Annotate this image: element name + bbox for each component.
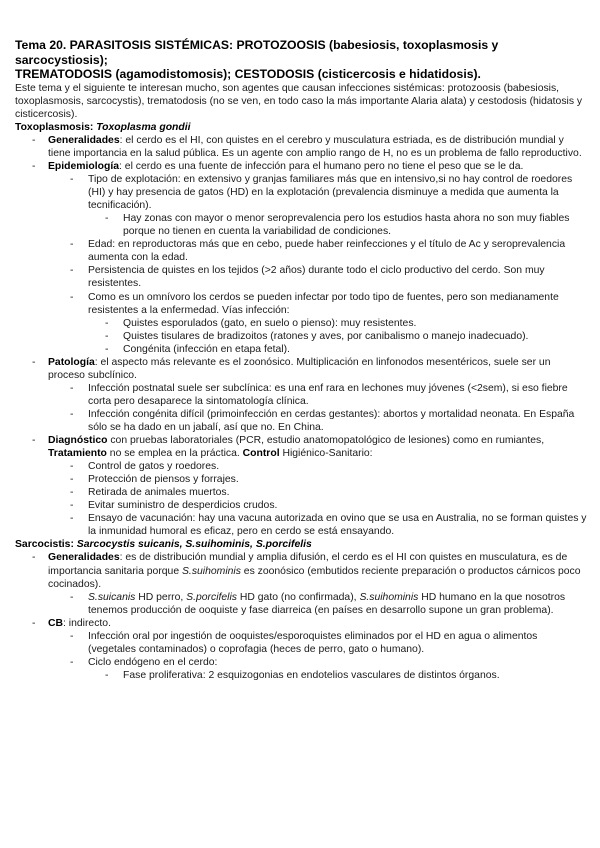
toxo-persistencia-item: - Persistencia de quistes en los tejidos (>2 años) durante todo el ciclo productivo del cerdo. Son muy resistentes. — [70, 265, 545, 290]
toxo-epidemiologia-item: - Epidemiología: el cerdo es una fuente de infección para el humano pero no tiene el peso que se le da. — [32, 161, 524, 173]
dash-bullet: - — [70, 174, 74, 186]
toxo-control-item: - Evitar suministro de desperdicios crudos. — [70, 500, 278, 512]
toxo-patologia-subitem: - Infección congénita difícil (primoinfección en cerdas gestantes): abortos y mortalidad neonata. En España sólo se ha dado en un jabalí, así que no. En China. — [70, 408, 575, 433]
dash-bullet: - — [105, 343, 109, 355]
dash-bullet: - — [70, 630, 74, 642]
dash-bullet: - — [70, 265, 74, 277]
dash-bullet: - — [105, 330, 109, 342]
dash-bullet: - — [70, 591, 74, 603]
sarco-ciclo-item: - Ciclo endógeno en el cerdo: — [70, 656, 218, 668]
sarco-cb-item: - CB: indirecto. — [32, 617, 111, 629]
dash-bullet: - — [32, 134, 36, 146]
dash-bullet: - — [70, 500, 74, 512]
toxo-control-item: - Retirada de animales muertos. — [70, 487, 230, 499]
toxo-via-item: - Quistes esporulados (gato, en suelo o pienso): muy resistentes. — [105, 317, 417, 329]
toxo-generalidades-item: - Generalidades: el cerdo es el HI, con quistes en el cerebro y musculatura estriada, es de distribución mundial y tiene importancia en la salud pública. Es un agente con amplio rango de H, no es un problema de fallo reproductivo. — [32, 134, 582, 160]
sarco-hospedadores-item: - S.suicanis HD perro, S.porcifelis HD gato (no confirmada), S.suihominis HD humano en la que nosotros tenemos producción de ooquiste y fase diarreica (en países en desarrollo supone un gran problema). — [70, 591, 566, 616]
dash-bullet: - — [105, 669, 109, 681]
toxo-patologia-item: - Patología: el aspecto más relevante es el zoonósico. Multiplicación en linfonodos mesentéricos, suele ser un proceso subclínico. — [32, 356, 551, 381]
toxo-control-item: - Control de gatos y roedores. — [70, 461, 220, 473]
toxo-zonas-item: - Hay zonas con mayor o menor seroprevalencia pero los estudios hasta ahora no son muy fiables porque no tienen en cuenta la variabilidad de condiciones. — [105, 213, 570, 238]
dash-bullet: - — [70, 461, 74, 473]
title-line-2: TREMATODOSIS (agamodistomosis); CESTODOSIS (cisticercosis e hidatidosis). — [15, 67, 481, 82]
sarcocistis-heading: Sarcocistis: Sarcocystis suicanis, S.suihominis, S.porcifelis — [15, 539, 312, 551]
dash-bullet: - — [70, 656, 74, 668]
document-page — [15, 38, 587, 682]
sarco-infeccion-item: - Infección oral por ingestión de ooquistes/esporoquistes eliminados por el HD en agua o alimentos (vegetales contaminados) o coprofagia (heces de perro, gato o humano). — [70, 630, 538, 655]
toxo-diagnostico-item: - Diagnóstico con pruebas laboratoriales (PCR, estudio anatomopatológico de lesiones) como en rumiantes, Tratamiento no se emplea en la práctica. Control Higiénico-Sanitario: — [32, 435, 545, 460]
title-line-1: Tema 20. PARASITOSIS SISTÉMICAS: PROTOZOOSIS (babesiosis, toxoplasmosis y sarcocystiosis); — [15, 38, 499, 67]
toxo-omnivoro-item: - Como es un omnívoro los cerdos se pueden infectar por todo tipo de fuentes, pero son medianamente resistentes a la enfermedad. Vías infección: — [70, 291, 559, 316]
toxo-edad-item: - Edad: en reproductoras más que en cebo, puede haber reinfecciones y el título de Ac y seroprevalencia aumenta con la edad. — [70, 239, 566, 264]
dash-bullet: - — [70, 513, 74, 525]
dash-bullet: - — [70, 239, 74, 251]
toxo-control-item: - Protección de piensos y forrajes. — [70, 474, 239, 486]
toxo-via-item: - Quistes tisulares de bradizoitos (ratones y aves, por canibalismo o manejo inadecuado). — [105, 330, 529, 342]
dash-bullet: - — [32, 617, 36, 629]
dash-bullet: - — [32, 552, 36, 564]
toxo-explotacion-item: - Tipo de explotación: en extensivo y granjas familiares más que en intensivo,si no hay control de roedores (HI) y hay presencia de gatos (HD) en la explotación (prevalencia disminuye a medida que aumenta la tecnificación). — [70, 174, 573, 212]
toxo-via-item: - Congénita (infección en etapa fetal). — [105, 343, 290, 355]
toxo-control-item: - Ensayo de vacunación: hay una vacuna autorizada en ovino que se usa en Australia, no se forman quistes y la inmunidad humoral es eficaz, pero en cerdo se está ensayando. — [70, 513, 587, 538]
dash-bullet: - — [70, 487, 74, 499]
dash-bullet: - — [105, 213, 109, 225]
dash-bullet: - — [32, 435, 36, 447]
dash-bullet: - — [70, 291, 74, 303]
document-title — [15, 38, 587, 82]
sarco-generalidades-item: - Generalidades: es de distribución mundial y amplia difusión, el cerdo es el HI con quistes en musculatura, es de importancia sanitaria porque S.suihominis es zoonósico (embutidos reciente preparación o productos cárnicos poco cocinados). — [32, 552, 581, 590]
dash-bullet: - — [32, 161, 36, 173]
dash-bullet: - — [70, 408, 74, 420]
dash-bullet: - — [32, 356, 36, 368]
toxo-patologia-subitem: - Infección postnatal suele ser subclínica: es una enf rara en lechones muy jóvenes (<2sem), si eso fiebre corta pero desaparece la sintomatología clínica. — [70, 382, 568, 407]
toxoplasmosis-heading: Toxoplasmosis: Toxoplasma gondii — [15, 121, 191, 133]
dash-bullet: - — [70, 474, 74, 486]
dash-bullet: - — [105, 317, 109, 329]
sarco-fase-item: - Fase proliferativa: 2 esquizogonias en endotelios vasculares de distintos órganos. — [105, 669, 500, 681]
dash-bullet: - — [70, 382, 74, 394]
intro-paragraph: Este tema y el siguiente te interesan mucho, son agentes que causan infecciones sistémicas: protozoosis (babesiosis, toxoplasmosis, sarcocystis), trematodosis (no se ven, en todo caso la más importante Alaria alata) y cestodosis (hidatosis y cisticercosis). — [15, 82, 583, 120]
